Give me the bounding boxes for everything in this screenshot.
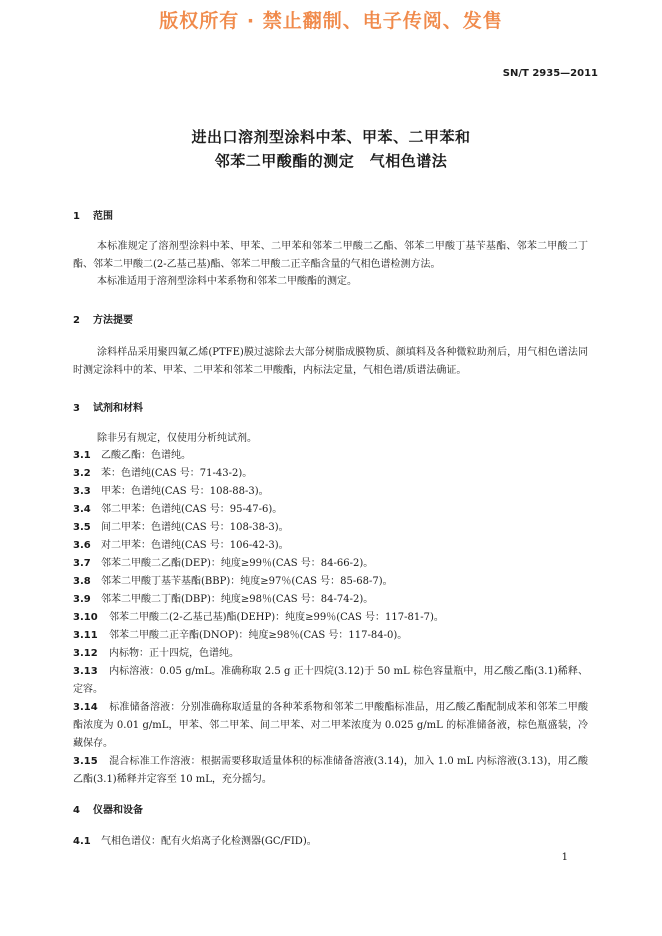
section-number: 3 xyxy=(73,403,80,414)
watermark-banner: 版权所有 · 禁止翻制、电子传阅、发售 xyxy=(159,10,503,32)
item-text: 标准储备溶液：分别准确称取适量的各种苯系物和邻苯二甲酸酯标准品，用乙酸乙酯配制成苯和邻苯二甲酸酯浓度为 0.01 g/mL，甲苯、邻二甲苯、间二甲苯、对二甲苯浓度为 0.025 g/mL 的标准储备液，棕色瓶盛装，冷藏保存。 xyxy=(73,702,588,749)
list-item-3-15 xyxy=(73,753,588,789)
item-text: 间二甲苯：色谱纯(CAS 号：108-38-3)。 xyxy=(101,522,289,533)
item-text: 邻苯二甲酸二正辛酯(DNOP)：纯度≥98％(CAS 号：117-84-0)。 xyxy=(109,630,408,641)
list-item-3-8 xyxy=(73,573,588,591)
list-item-3-10 xyxy=(73,609,588,627)
section-number: 4 xyxy=(73,805,80,816)
item-text: 邻二甲苯：色谱纯(CAS 号：95-47-6)。 xyxy=(101,504,283,515)
section-number: 1 xyxy=(73,211,80,222)
list-item-3-13 xyxy=(73,663,588,699)
item-number: 3.10 xyxy=(73,612,98,623)
document-title-line2: 邻苯二甲酸酯的测定 气相色谱法 xyxy=(214,152,448,170)
list-item-3-12 xyxy=(73,645,588,663)
list-item-3-5 xyxy=(73,519,588,537)
item-number: 3.8 xyxy=(73,576,91,587)
item-text: 邻苯二甲酸二丁酯(DBP)：纯度≥98％(CAS 号：84-74-2)。 xyxy=(101,594,374,605)
item-text: 混合标准工作溶液：根据需要移取适量体积的标准储备溶液(3.14)，加入 1.0 mL 内标溶液(3.13)，用乙酸乙酯(3.1)稀释并定容至 10 mL，充分摇匀。 xyxy=(73,756,588,785)
list-item-3-7 xyxy=(73,555,588,573)
item-number: 3.13 xyxy=(73,666,98,677)
section-4-heading xyxy=(73,801,143,816)
section-3-intro: 除非另有规定，仅使用分析纯试剂。 xyxy=(97,433,257,444)
item-text: 邻苯二甲酸丁基苄基酯(BBP)：纯度≥97％(CAS 号：85-68-7)。 xyxy=(101,576,393,587)
item-text: 内标溶液：0.05 g/mL。准确称取 2.5 g 正十四烷(3.12)于 50 mL 棕色容量瓶中，用乙酸乙酯(3.1)稀释、定容。 xyxy=(73,666,588,695)
item-text: 苯：色谱纯(CAS 号：71-43-2)。 xyxy=(101,468,253,479)
section-3-heading xyxy=(73,399,143,414)
item-number: 3.3 xyxy=(73,486,91,497)
item-number: 3.11 xyxy=(73,630,98,641)
item-text: 邻苯二甲酸二乙酯(DEP)：纯度≥99％(CAS 号：84-66-2)。 xyxy=(101,558,374,569)
item-text: 甲苯：色谱纯(CAS 号：108-88-3)。 xyxy=(101,486,269,497)
item-number: 3.6 xyxy=(73,540,91,551)
item-text: 内标物：正十四烷，色谱纯。 xyxy=(109,648,239,659)
item-text: 对二甲苯：色谱纯(CAS 号：106-42-3)。 xyxy=(101,540,289,551)
list-item-3-14 xyxy=(73,699,588,753)
item-number: 3.15 xyxy=(73,756,98,767)
section-title: 方法提要 xyxy=(93,315,133,326)
list-item-3-6 xyxy=(73,537,588,555)
section-1-paragraph-1: 本标准规定了溶剂型涂料中苯、甲苯、二甲苯和邻苯二甲酸二乙酯、邻苯二甲酸丁基苄基酯、邻苯二甲酸二丁酯、邻苯二甲酸二(2-乙基己基)酯、邻苯二甲酸二正辛酯含量的气相色谱检测方法。 xyxy=(73,241,588,270)
section-1-heading xyxy=(73,207,113,222)
item-number: 3.9 xyxy=(73,594,91,605)
list-item-4-1 xyxy=(73,833,588,851)
section-1-paragraph-2: 本标准适用于溶剂型涂料中苯系物和邻苯二甲酸酯的测定。 xyxy=(97,276,357,287)
section-title: 范围 xyxy=(93,211,113,222)
list-item-3-2 xyxy=(73,465,588,483)
item-number: 3.5 xyxy=(73,522,91,533)
section-title: 仪器和设备 xyxy=(93,805,143,816)
list-item-3-11 xyxy=(73,627,588,645)
page-number: 1 xyxy=(561,852,568,863)
document-title-line1: 进出口溶剂型涂料中苯、甲苯、二甲苯和 xyxy=(191,128,471,146)
item-number: 3.14 xyxy=(73,702,98,713)
list-item-3-3 xyxy=(73,483,588,501)
item-number: 3.4 xyxy=(73,504,91,515)
item-number: 3.7 xyxy=(73,558,91,569)
section-2-paragraph-1: 涂料样品采用聚四氟乙烯(PTFE)膜过滤除去大部分树脂成膜物质、颜填料及各种微粒助剂后，用气相色谱法同时测定涂料中的苯、甲苯、二甲苯和邻苯二甲酸酯，内标法定量，气相色谱/质谱法确证。 xyxy=(73,347,588,376)
list-item-3-1 xyxy=(73,447,588,465)
section-title: 试剂和材料 xyxy=(93,403,143,414)
item-text: 气相色谱仪：配有火焰离子化检测器(GC/FID)。 xyxy=(101,836,317,847)
list-item-3-9 xyxy=(73,591,588,609)
item-number: 4.1 xyxy=(73,836,91,847)
section-2-heading xyxy=(73,311,133,326)
item-number: 3.12 xyxy=(73,648,98,659)
section-number: 2 xyxy=(73,315,80,326)
item-text: 乙酸乙酯：色谱纯。 xyxy=(101,450,191,461)
item-number: 3.2 xyxy=(73,468,91,479)
standard-number: SN/T 2935—2011 xyxy=(502,68,598,79)
item-text: 邻苯二甲酸二(2-乙基己基)酯(DEHP)：纯度≥99％(CAS 号：117-81-7)。 xyxy=(109,612,444,623)
list-item-3-4 xyxy=(73,501,588,519)
item-number: 3.1 xyxy=(73,450,91,461)
